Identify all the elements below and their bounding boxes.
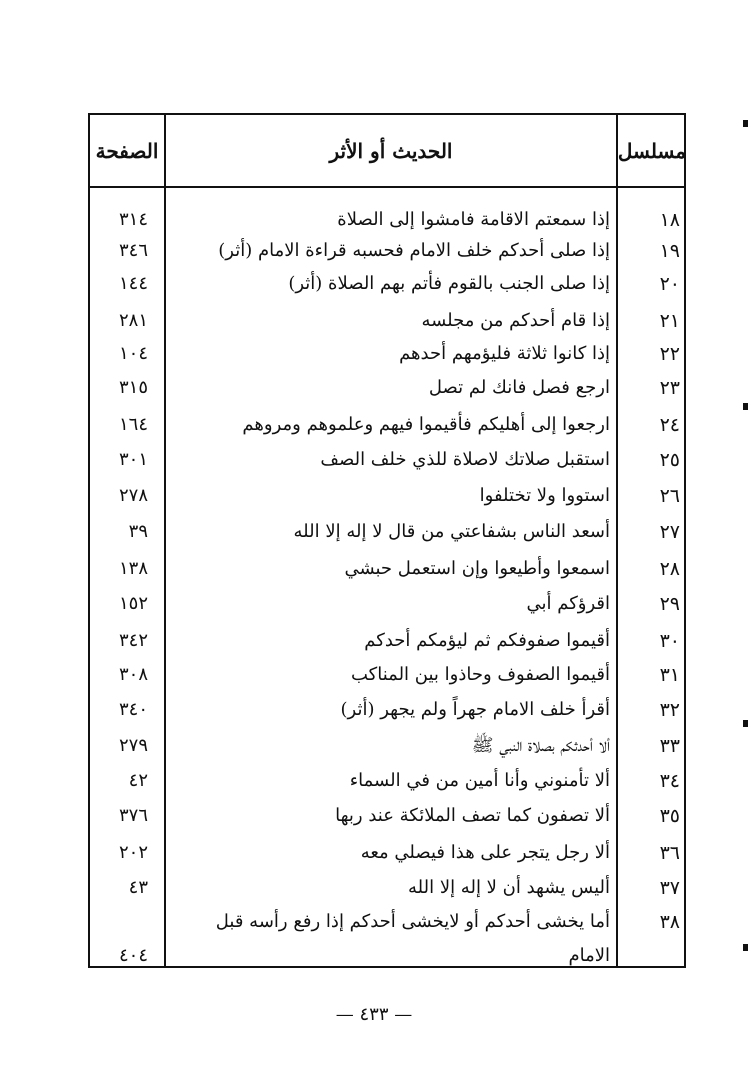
table-row [90,764,684,798]
row-hadith-text: إذا قام أحدكم من مجلسه [421,310,610,331]
row-hadith-text: استووا ولا تختلفوا [479,485,610,506]
table-row [90,693,684,727]
row-serial: ٢٠ [659,273,680,295]
row-page-number: ١٤٤ [118,273,148,294]
row-page-number: ٣٠٨ [118,664,148,685]
margin-mark [743,944,748,951]
header-serial: مسلسل [617,138,687,163]
row-hadith-text: أقرأ خلف الامام جهراً ولم يجهر (أثر) [340,699,610,720]
row-page-number: ٢٠٢ [118,842,148,863]
row-page-number: ١٥٢ [118,593,148,614]
row-serial: ٢٣ [659,377,680,399]
row-hadith-text: ألا تصفون كما تصف الملائكة عند ربها [335,805,610,826]
row-hadith-text: أليس يشهد أن لا إله إلا الله [408,877,610,898]
row-hadith-text: أسعد الناس بشفاعتي من قال لا إله إلا الله [293,521,610,542]
row-page-number: ٤٠٤ [118,945,148,966]
row-serial: ٣٣ [659,735,680,757]
row-serial: ٢١ [659,310,680,332]
row-hadith-text: أما يخشى أحدكم أو لايخشى أحدكم إذا رفع رأسه قبل الامام [215,911,610,966]
row-page-number: ١٣٨ [118,558,148,579]
row-page-number: ٣٧٦ [118,805,148,826]
row-serial: ٢٦ [659,485,680,507]
table-row [90,304,684,338]
table-row [90,871,684,905]
row-serial: ٢٥ [659,449,680,471]
row-page-number: ٢٧٩ [118,735,148,756]
table-row [90,479,684,513]
row-serial: ٢٨ [659,558,680,580]
row-hadith-text: أقيموا صفوفكم ثم ليؤمكم أحدكم [364,630,610,651]
row-hadith-text: إذا صلى أحدكم خلف الامام فحسبه قراءة الامام (أثر) [218,240,610,261]
row-hadith-text: ألا تأمنوني وأنا أمين من في السماء [349,770,610,791]
row-serial: ٣٢ [659,699,680,721]
row-page-number: ٣١٤ [118,209,148,230]
table-row [90,624,684,658]
row-page-number: ٣٤٠ [118,699,148,720]
row-hadith-text: اقرؤكم أبي [526,593,610,614]
margin-mark [743,403,748,410]
row-serial: ٣١ [659,664,680,686]
row-page-number: ٣٤٢ [118,630,148,651]
row-page-number: ٤٢ [128,770,148,791]
table-row [90,799,684,833]
row-serial: ١٨ [659,209,680,231]
row-serial: ٢٤ [659,414,680,436]
row-page-number: ٣٠١ [118,449,148,470]
row-serial: ٣٨ [659,911,680,933]
table-row [90,587,684,621]
table-row [90,267,684,301]
header-page: الصفحة [95,138,159,163]
margin-mark [743,120,748,127]
row-serial: ١٩ [659,240,680,262]
row-page-number: ٢٨١ [118,310,148,331]
row-page-number: ٤٣ [128,877,148,898]
row-hadith-text: إذا كانوا ثلاثة فليؤمهم أحدهم [399,343,610,364]
table-row [90,371,684,405]
row-serial: ٣٦ [659,842,680,864]
page-number: — ٤٣٣ — [335,1004,413,1025]
table-row [90,337,684,371]
table-row [90,203,684,237]
row-serial: ٢٩ [659,593,680,615]
row-page-number: ٢٧٨ [118,485,148,506]
table-row [90,905,684,966]
row-page-number: ٣١٥ [118,377,148,398]
row-hadith-text: أقيموا الصفوف وحاذوا بين المناكب [351,664,610,685]
margin-mark [743,720,748,727]
row-page-number: ٣٤٦ [118,240,148,261]
row-serial: ٣٠ [659,630,680,652]
row-serial: ٣٥ [659,805,680,827]
table-row [90,729,684,763]
row-hadith-text: ألا أحدثكم بصلاة النبي ﷺ [471,735,610,756]
table-row [90,658,684,692]
table-row [90,836,684,870]
table-row [90,515,684,549]
row-hadith-text: إذا صلى الجنب بالقوم فأتم بهم الصلاة (أثر) [288,273,610,294]
row-page-number: ٣٩ [128,521,148,542]
row-serial: ٢٧ [659,521,680,543]
row-hadith-text: اسمعوا وأطيعوا وإن استعمل حبشي [344,558,610,579]
table-row [90,443,684,477]
row-serial: ٣٤ [659,770,680,792]
index-table [88,113,686,968]
row-serial: ٢٢ [659,343,680,365]
row-hadith-text: ارجعوا إلى أهليكم فأقيموا فيهم وعلموهم ومروهم [242,414,610,435]
table-row [90,234,684,268]
row-hadith-text: ارجع فصل فانك لم تصل [428,377,610,398]
row-hadith-text: ألا رجل يتجر على هذا فيصلي معه [360,842,610,863]
row-serial: ٣٧ [659,877,680,899]
row-page-number: ١٠٤ [118,343,148,364]
row-hadith-text: إذا سمعتم الاقامة فامشوا إلى الصلاة [337,209,610,230]
table-row [90,552,684,586]
header-divider [90,186,684,188]
row-hadith-text: استقبل صلاتك لاصلاة للذي خلف الصف [320,449,610,470]
header-hadith: الحديث أو الأثر [329,138,453,163]
row-page-number: ١٦٤ [118,414,148,435]
table-row [90,408,684,442]
